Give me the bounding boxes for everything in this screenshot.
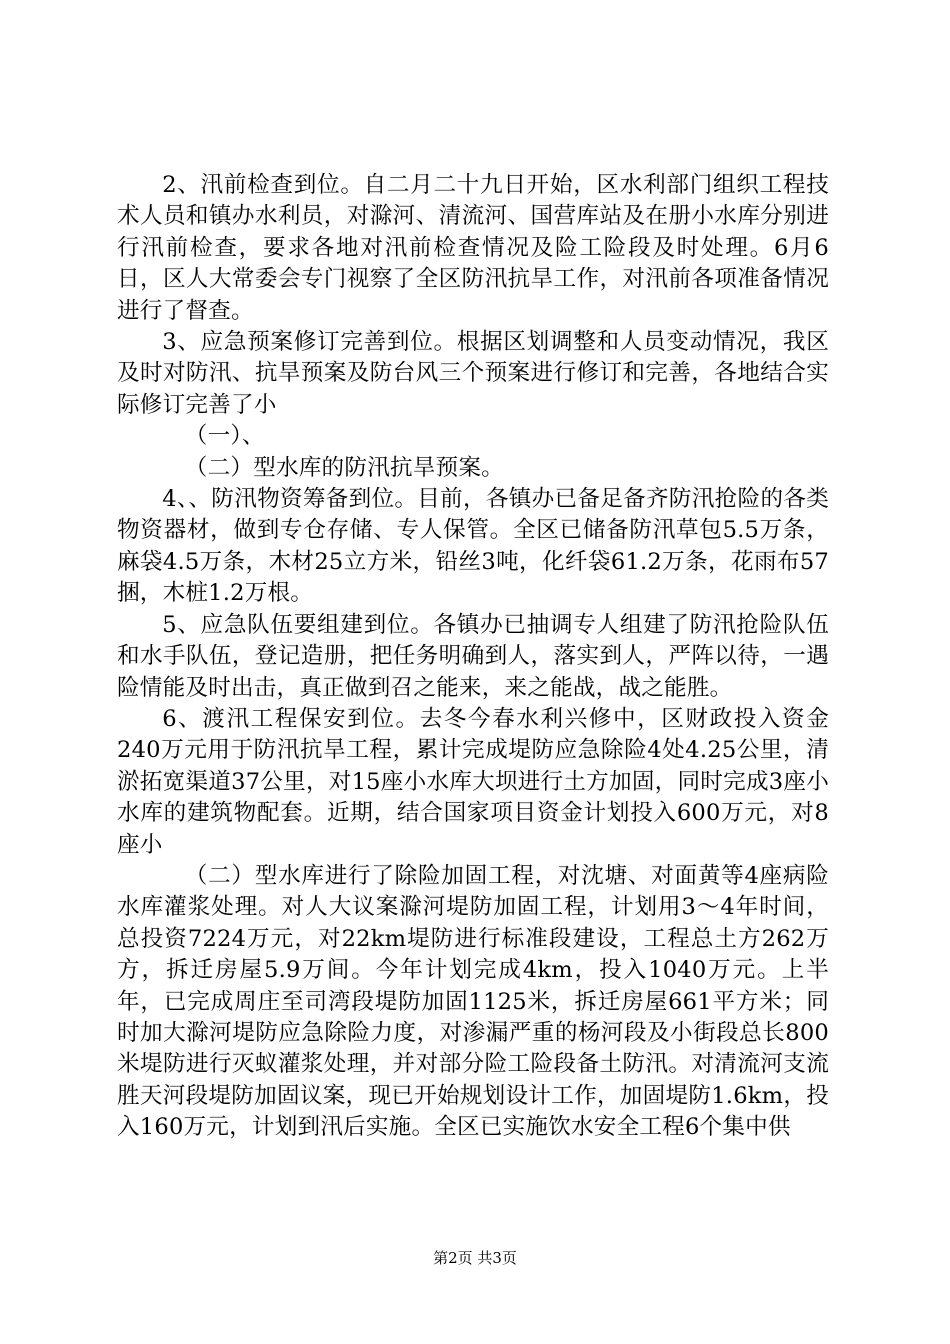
paragraph-emergency-plan: 3、应急预案修订完善到位。根据区划调整和人员变动情况，我区及时对防汛、抗旱预案及防台风三个预案进行修订和完善，各地结合实际修订完善了小 (117, 329, 829, 418)
paragraph-flood-engineering: 6、渡汛工程保安到位。去冬今春水利兴修中，区财政投入资金240万元用于防汛抗旱工程，累计完成堤防应急除险4处4.25公里，清淤拓宽渠道37公里，对15座小水库大坝进行土方加固，同时完成3座小水库的建筑物配套。近期，结合国家项目资金计划投入600万元，对8座小 (117, 705, 829, 858)
paragraph-flood-inspection: 2、汛前检查到位。自二月二十九日开始，区水利部门组织工程技术人员和镇办水利员，对滁河、清流河、国营库站及在册小水库分别进行汛前检查，要求各地对汛前检查情况及险工险段及时处理。6月6日，区人大常委会专门视察了全区防汛抗旱工作，对汛前各项准备情况进行了督查。 (117, 172, 829, 324)
paragraph-sub-item-1: （一）、 (184, 423, 265, 450)
paragraph-flood-materials: 4、、防汛物资筹备到位。目前，各镇办已备足备齐防汛抢险的各类物资器材，做到专仓存储、专人保管。全区已储备防汛草包5.5万条，麻袋4.5万条，木材25立方米，铅丝3吨，化纤袋61.2万条，花雨布57捆，木桩1.2万根。 (117, 486, 829, 607)
page-footer: 第2页 共3页 (433, 1249, 517, 1267)
document-body (117, 170, 829, 1144)
paragraph-reservoir-reinforcement: （二）型水库进行了除险加固工程，对沈塘、对面黄等4座病险水库灌浆处理。对人大议案滁河堤防加固工程，计划用3～4年时间，总投资7224万元，对22km堤防进行标准段建设，工程总土方262万方，拆迁房屋5.9万间。今年计划完成4km，投入1040万元。上半年，已完成周庄至司湾段堤防加固1125米，拆迁房屋661平方米；同时加大滁河堤防应急除险力度，对渗漏严重的杨河段及小街段总长800米堤防进行灭蚁灌浆处理，并对部分险工险段备土防汛。对清流河支流胜天河段堤防加固议案，现已开始规划设计工作，加固堤防1.6km，投入160万元，计划到汛后实施。全区已实施饮水安全工程6个集中供 (117, 862, 829, 1141)
paragraph-emergency-team: 5、应急队伍要组建到位。各镇办已抽调专人组建了防汛抢险队伍和水手队伍，登记造册，把任务明确到人，落实到人，严阵以待，一遇险情能及时出击，真正做到召之能来，来之能战，战之能胜。 (117, 611, 829, 701)
paragraph-sub-item-2: （二）型水库的防汛抗旱预案。 (184, 454, 504, 481)
